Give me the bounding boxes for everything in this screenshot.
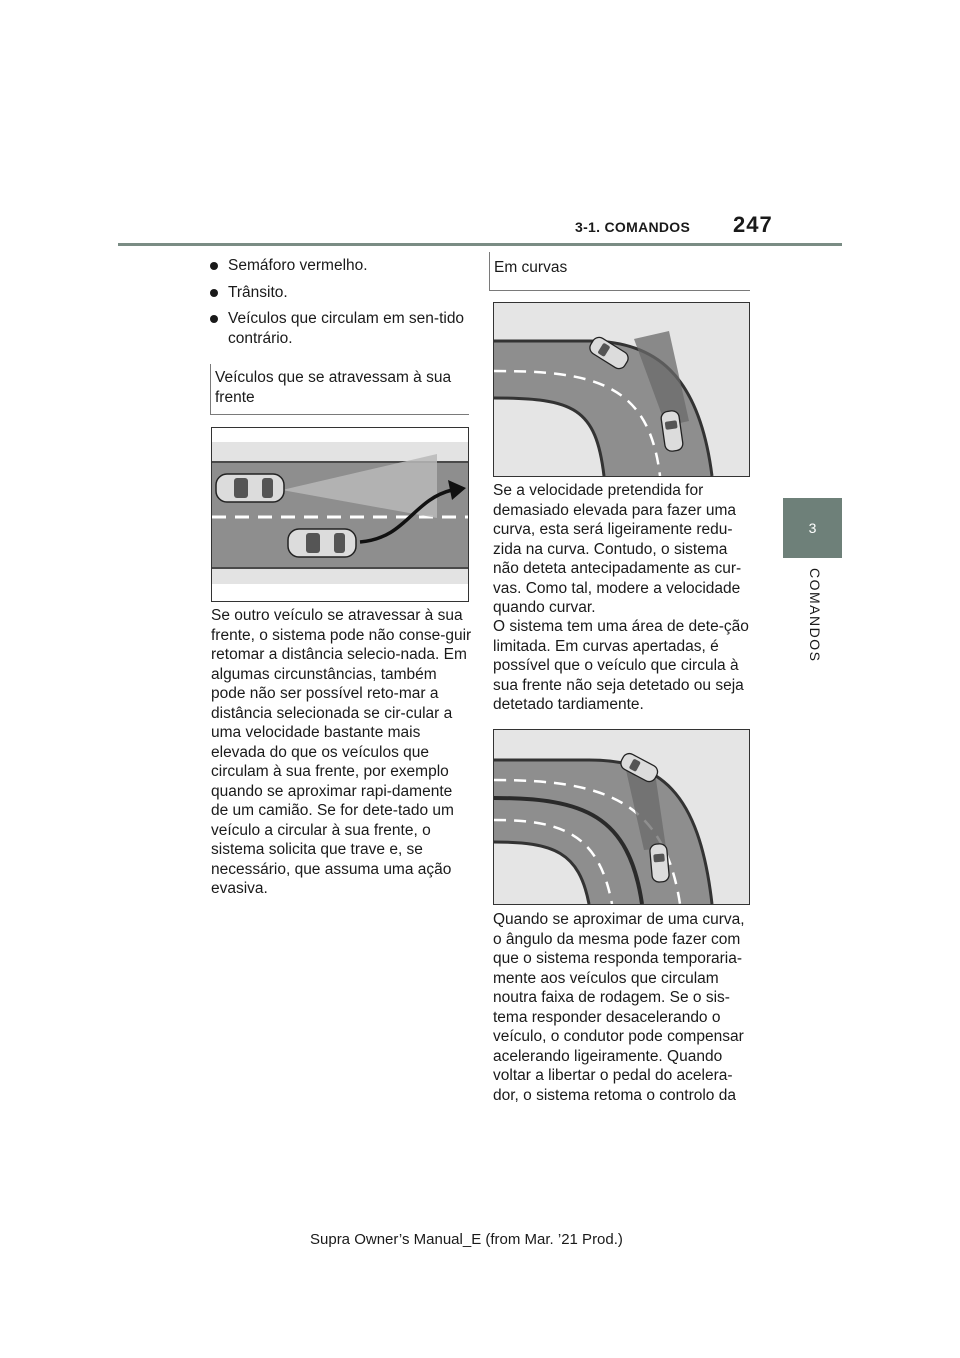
subheading-curves: Em curvas	[489, 252, 750, 291]
figure-adjacent-lane	[493, 729, 750, 905]
section-title: 3-1. COMANDOS	[575, 219, 691, 235]
bullet-dot-icon	[210, 262, 218, 270]
bullet-item: Semáforo vermelho.	[210, 256, 470, 276]
subheading-crossing-vehicles: Veículos que se atravessam à sua frente	[210, 364, 469, 415]
bullet-item: Veículos que circulam em sen-tido contrário.	[210, 309, 470, 348]
figure-crossing-vehicle	[211, 427, 469, 602]
chapter-label-text: COMANDOS	[807, 568, 823, 663]
curve-speed-illustration	[494, 303, 749, 476]
paragraph-detection-area: O sistema tem uma área de dete-ção limitada. Em curvas apertadas, é possível que o veículo que circula à sua frente não seja detetado ou seja detetado tardiamente.	[493, 618, 749, 713]
bullet-item: Trânsito.	[210, 283, 470, 303]
chapter-tab: 3	[783, 498, 842, 558]
figure-curve-speed	[493, 302, 750, 477]
footer-text: Supra Owner’s Manual_E (from Mar. ’21 Prod.)	[310, 1231, 623, 1248]
bullet-list	[210, 256, 470, 355]
paragraph-adjacent-lane: Quando se aproximar de uma curva, o ângulo da mesma pode fazer com que o sistema responda temporaria-mente aos veículos que circulam noutra faixa de rodagem. Se o sis-tema responder desacelerando o veículo, o condutor pode compensar acelerando ligeiramente. Quando voltar a libertar o pedal do acelera-dor, o sistema retoma o controlo da	[493, 911, 745, 1104]
bullet-dot-icon	[210, 315, 218, 323]
header-rule	[118, 243, 842, 246]
paragraph-curve-speed: Se a velocidade pretendida for demasiado elevada para fazer uma curva, esta será ligeiramente redu-zida na curva. Contudo, o sistema não deteta antecipadamente as cur-vas. Como tal, modere a velocidade quando curvar.	[493, 482, 742, 616]
bullet-dot-icon	[210, 289, 218, 297]
crossing-vehicle-illustration	[212, 428, 468, 601]
paragraph-crossing-vehicles: Se outro veículo se atravessar à sua frente, o sistema pode não conse-guir retomar a distância selecio-nada. Em algumas circunstâncias, também pode não ser possível reto-mar a distância selecionada se cir-cular a uma velocidade bastante mais elevada do que os veículos que circulam à sua frente, por exemplo quando se aproximar rapi-damente de um camião. Se for dete-tado um veículo a circular à sua frente, o sistema solicita que trave e, se necessário, que assuma uma ação evasiva.	[211, 607, 472, 897]
page-number: 247	[733, 212, 773, 237]
adjacent-lane-illustration	[494, 730, 749, 904]
chapter-label	[805, 568, 825, 668]
